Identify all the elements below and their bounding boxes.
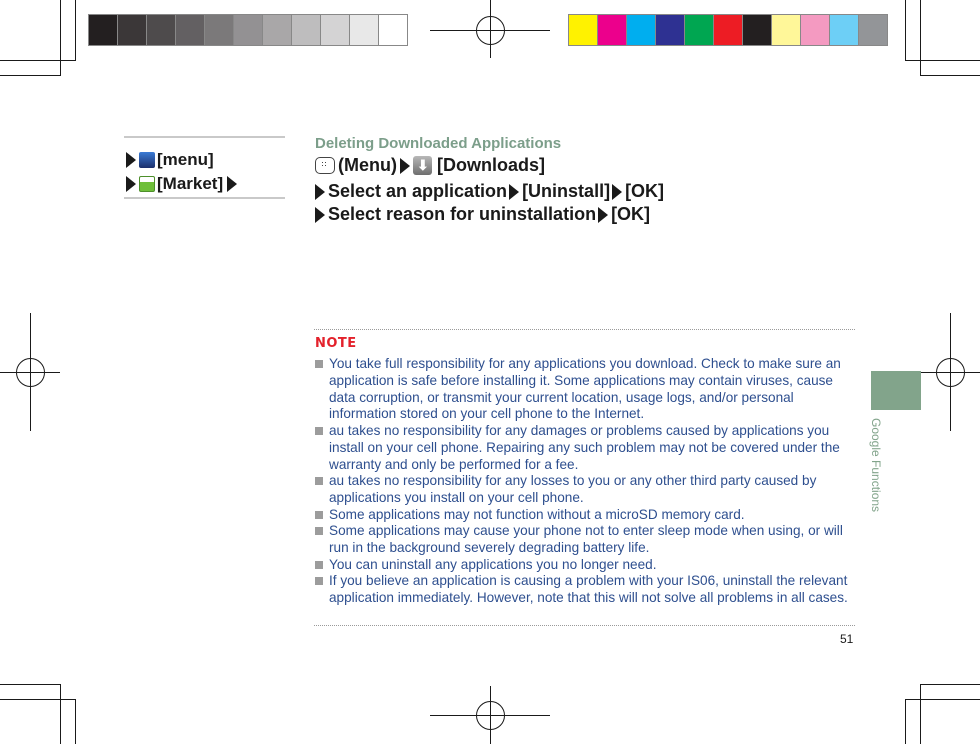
color-swatch bbox=[321, 15, 350, 45]
bullet-square-icon bbox=[315, 360, 323, 368]
color-swatch bbox=[685, 15, 714, 45]
sidebar-step-menu bbox=[126, 150, 214, 170]
step-arrow-icon bbox=[315, 207, 325, 223]
color-swatch bbox=[176, 15, 205, 45]
color-swatch bbox=[292, 15, 321, 45]
market-bag-icon bbox=[139, 176, 155, 192]
step-3 bbox=[315, 204, 650, 225]
bullet-square-icon bbox=[315, 427, 323, 435]
color-swatch bbox=[714, 15, 743, 45]
step-arrow-icon bbox=[598, 207, 608, 223]
color-swatch bbox=[772, 15, 801, 45]
note-item: Some applications may cause your phone not to enter sleep mode when using, or will run in the background severely degrading battery life. bbox=[315, 523, 855, 557]
color-swatch bbox=[205, 15, 234, 45]
color-swatch bbox=[147, 15, 176, 45]
market-label: [Market] bbox=[157, 174, 224, 193]
download-icon bbox=[413, 156, 432, 175]
select-application-text: Select an application bbox=[328, 181, 508, 201]
bullet-square-icon bbox=[315, 561, 323, 569]
color-swatch bbox=[627, 15, 656, 45]
note-item: au takes no responsibility for any damages or problems caused by applications you install on your cell phone. Repairing any such problem may not be covered under the warranty and only be performed for a fee. bbox=[315, 423, 855, 473]
color-swatch bbox=[569, 15, 598, 45]
section-title: Deleting Downloaded Applications bbox=[315, 135, 562, 152]
sidebar-bottom-rule bbox=[124, 197, 285, 199]
note-item: You take full responsibility for any applications you download. Check to make sure an application is safe before installing it. Some applications may contain viruses, cause data corruption, or transmit your current location, usage logs, and/or personal information stored on your cell phone to the Internet. bbox=[315, 356, 855, 423]
page-number: 51 bbox=[840, 632, 854, 646]
color-swatch bbox=[801, 15, 830, 45]
menu-label: [menu] bbox=[157, 150, 214, 169]
bullet-square-icon bbox=[315, 477, 323, 485]
menu-key-icon bbox=[315, 157, 335, 174]
menu-key-label: (Menu) bbox=[338, 155, 397, 175]
home-screen-app-icon bbox=[139, 152, 155, 168]
step-2 bbox=[315, 181, 664, 202]
downloads-label: [Downloads] bbox=[436, 155, 545, 175]
note-item: You can uninstall any applications you no longer need. bbox=[315, 557, 855, 574]
note-item: au takes no responsibility for any losses to you or any other third party caused by applications you install on your cell phone. bbox=[315, 473, 855, 507]
select-reason-text: Select reason for uninstallation bbox=[328, 204, 597, 224]
ok-label: [OK] bbox=[625, 181, 665, 201]
step-arrow-icon bbox=[227, 176, 237, 192]
process-color-bar bbox=[568, 14, 888, 46]
step-arrow-icon bbox=[509, 184, 519, 200]
bullet-square-icon bbox=[315, 511, 323, 519]
note-bottom-divider bbox=[314, 625, 855, 626]
color-swatch bbox=[830, 15, 859, 45]
color-swatch bbox=[263, 15, 292, 45]
step-arrow-icon bbox=[612, 184, 622, 200]
chapter-tab bbox=[871, 371, 921, 410]
color-swatch bbox=[656, 15, 685, 45]
bullet-square-icon bbox=[315, 577, 323, 585]
step-arrow-icon bbox=[126, 176, 136, 192]
step-1 bbox=[315, 155, 545, 176]
color-swatch bbox=[89, 15, 118, 45]
sidebar-top-rule bbox=[124, 136, 285, 138]
color-swatch bbox=[350, 15, 379, 45]
uninstall-label: [Uninstall] bbox=[522, 181, 611, 201]
note-item: Some applications may not function without a microSD memory card. bbox=[315, 507, 855, 524]
sidebar-step-market bbox=[126, 174, 240, 194]
color-swatch bbox=[743, 15, 772, 45]
note-top-divider bbox=[314, 329, 855, 330]
step-arrow-icon bbox=[400, 158, 410, 174]
gray-scale-bar bbox=[88, 14, 408, 46]
bullet-square-icon bbox=[315, 527, 323, 535]
ok-label: [OK] bbox=[611, 204, 651, 224]
color-swatch bbox=[234, 15, 263, 45]
note-item: If you believe an application is causing a problem with your IS06, uninstall the relevant application immediately. However, note that this will not solve all problems in all cases. bbox=[315, 573, 855, 607]
color-swatch bbox=[379, 15, 407, 45]
step-arrow-icon bbox=[315, 184, 325, 200]
color-swatch bbox=[118, 15, 147, 45]
note-label: NOTE bbox=[315, 336, 357, 351]
color-swatch bbox=[598, 15, 627, 45]
step-arrow-icon bbox=[126, 152, 136, 168]
chapter-label: Google Functions bbox=[869, 418, 883, 513]
color-swatch bbox=[859, 15, 887, 45]
